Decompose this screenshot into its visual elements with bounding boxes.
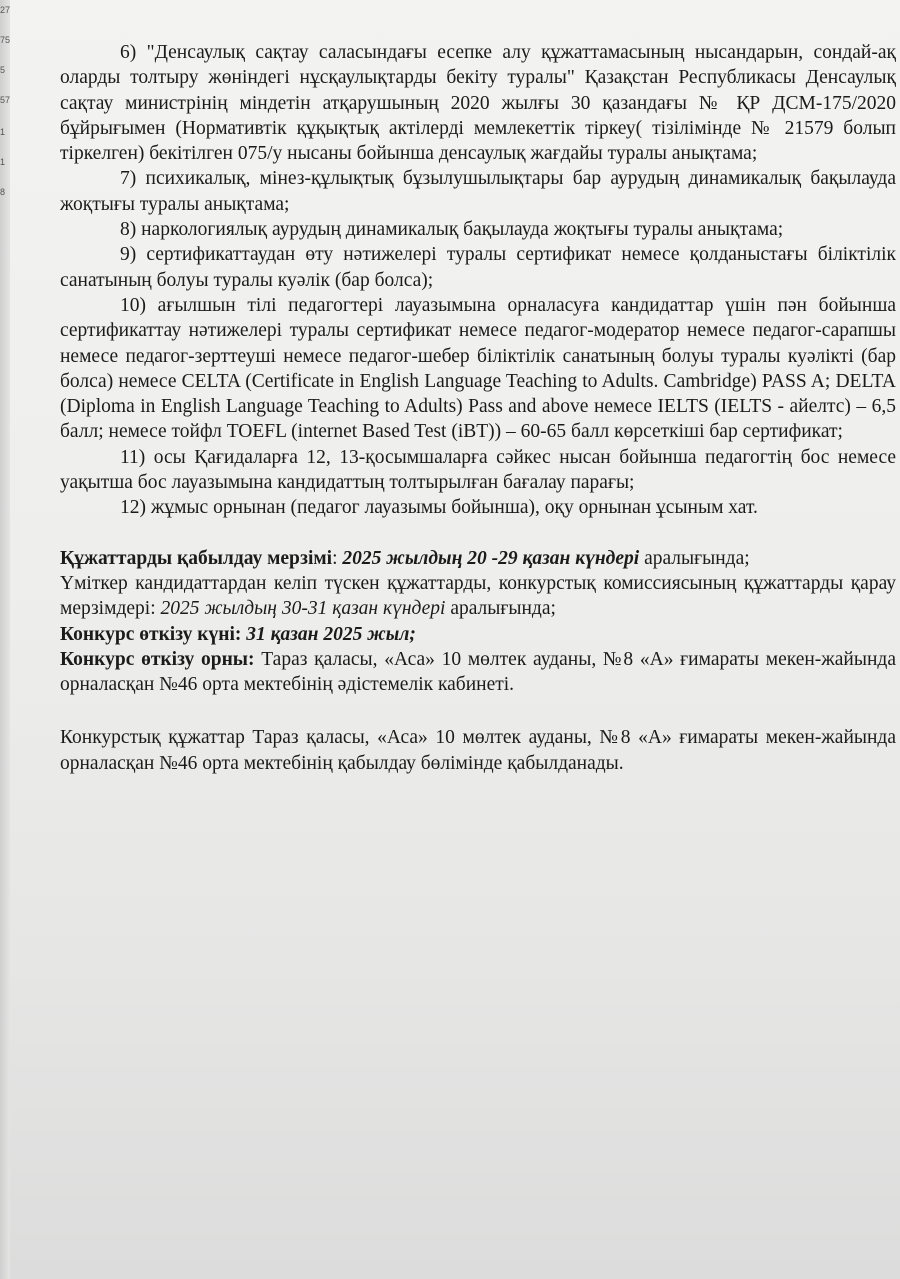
edge-mark: 57 (0, 95, 11, 105)
edge-mark: 75 (0, 35, 11, 45)
edge-mark: 8 (0, 187, 6, 197)
contest-date-colon: : (234, 623, 247, 645)
edge-mark: 1 (0, 127, 6, 137)
review-dates: 2025 жылдың 30-31 қазан күндері (160, 598, 446, 620)
deadline-label: Құжаттарды қабылдау мерзімі (60, 547, 333, 569)
review-suffix: аралығында; (445, 598, 556, 620)
contest-date-line (60, 622, 896, 647)
edge-mark: 27 (0, 5, 11, 15)
requirement-item-12: 12) жұмыс орнынан (педагог лауазымы бойынша), оқу орнынан ұсыным хат. (120, 497, 758, 519)
requirement-item-11: 11) осы Қағидаларға 12, 13-қосымшаларға сәйкес нысан бойынша педагогтің бос немесе уақытша бос лауазымына кандидаттың толтырылған бағалау парағы; (60, 446, 896, 494)
contest-date-value: 31 қазан 2025 жыл; (246, 623, 416, 645)
requirement-item-7: 7) психикалық, мінез-құлықтық бұзылушылықтары бар аурудың динамикалық бақылауда жоқтығы туралы анықтама; (60, 168, 896, 215)
contest-place-label: Конкурс өткізу орны: (60, 648, 255, 670)
deadline-suffix: аралығында; (639, 547, 750, 569)
requirement-item-10: 10) ағылшын тілі педагогтері лауазымына орналасуға кандидаттар үшін пән бойынша сертификаттау нәтижелері туралы сертификат немесе педагог-модератор немесе педагог-сарапшы немесе педагог-зерттеуші немесе педагог-шебер біліктілік санатының болуы туралы куәлікті (бар болса) немесе CELTA (Certificate in English Language Teaching to Adults. Cambridge) PASS A; DELTA (Diploma in English Language Teaching to Adults) Pass and above немесе IELTS (IELTS - айелтс) – 6,5 балл; немесе тойфл TOEFL (internet Based Test (iBT)) – 60-65 балл көрсеткіші бар сертификат; (60, 294, 896, 443)
requirement-item-8: 8) наркологиялық аурудың динамикалық бақылауда жоқтығы туралы анықтама; (120, 219, 784, 241)
deadline-dates: 2025 жылдың 20 -29 қазан күндері (342, 547, 640, 569)
deadline-colon: : (332, 547, 343, 569)
review-text: Үміткер кандидаттардан келіп түскен құжаттарды, конкурстық комиссиясының құжаттарды қарау мерзімдері: (60, 572, 896, 620)
edge-mark: 5 (0, 65, 6, 75)
spacer (60, 697, 896, 725)
requirement-item-9: 9) сертификаттаудан өту нәтижелері туралы сертификат немесе қолданыстағы біліктілік санатының болуы туралы куәлік (бар болса); (60, 244, 896, 291)
review-line (60, 571, 896, 622)
contest-place-line (60, 647, 896, 698)
document-page (60, 40, 896, 776)
spacer (60, 521, 896, 546)
requirement-item-6: 6) "Денсаулық сақтау саласындағы есепке алу құжаттамасының нысандарын, сондай-ақ оларды толтыру жөніндегі нұсқаулықтарды бекіту туралы" Қазақстан Республикасы Денсаулық сақтау министрінің міндетін атқарушының 2020 жылғы 30 қазандағы № ҚР ДСМ-175/2020 бұйрығымен (Нормативтік құқықтық актілерді мемлекеттік тіркеу( тізілімінде № 21579 болып тіркелген) бекітілген 075/у нысаны бойынша денсаулық жағдайы туралы анықтама; (60, 42, 896, 165)
acceptance-note: Конкурстық құжаттар Тараз қаласы, «Аса» 10 мөлтек ауданы, №8 «А» ғимараты мекен-жайында орналасқан №46 орта мектебінің қабылдау бөлімінде қабылданады. (60, 727, 896, 774)
deadline-line (60, 546, 896, 571)
contest-date-label: Конкурс өткізу күні (60, 623, 235, 645)
requirements-list (60, 40, 896, 521)
contest-place-value: Тараз қаласы, «Аса» 10 мөлтек ауданы, №8 «А» ғимараты мекен-жайында орналасқан №46 орта мектебінің әдістемелік кабинеті. (60, 648, 896, 696)
edge-mark: 1 (0, 157, 6, 167)
